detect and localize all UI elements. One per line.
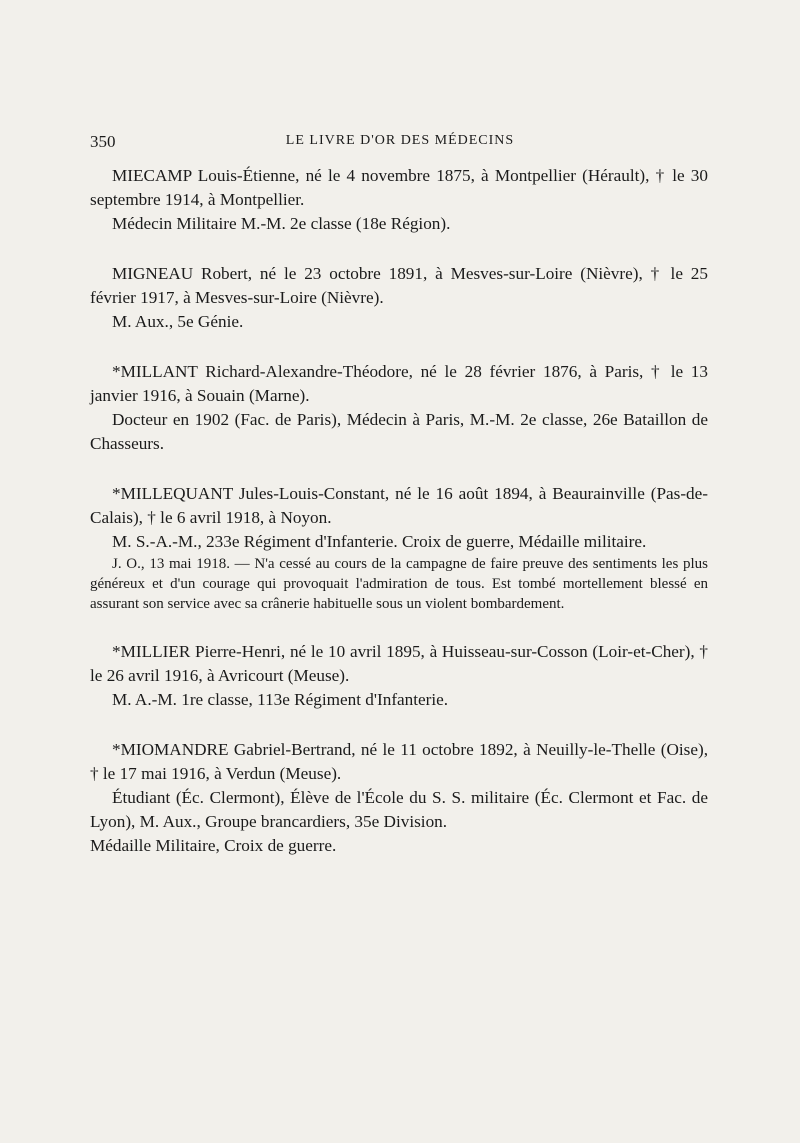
- entry-lead: MIECAMP Louis-Étienne, né le 4 novembre 1875, à Montpellier (Hérault), † le 30 septembre 1914, à Montpellier.: [90, 166, 708, 209]
- entry-miecamp: [90, 164, 708, 236]
- entry-millequant: [90, 482, 708, 614]
- entry-service: M. Aux., 5e Génie.: [112, 312, 244, 331]
- entry-lead: *MILLIER Pierre-Henri, né le 10 avril 1895, à Huisseau-sur-Cosson (Loir-et-Cher), † le 26 avril 1916, à Avricourt (Meuse).: [90, 642, 708, 685]
- entry-decorations: Médaille Militaire, Croix de guerre.: [90, 836, 337, 855]
- entry-lead: *MILLANT Richard-Alexandre-Théodore, né le 28 février 1876, à Paris, † le 13 janvier 1916, à Souain (Marne).: [90, 362, 708, 405]
- entry-service: Médecin Militaire M.-M. 2e classe (18e Région).: [112, 214, 451, 233]
- entry-service: M. S.-A.-M., 233e Régiment d'Infanterie. Croix de guerre, Médaille militaire.: [112, 532, 647, 551]
- entry-citation: J. O., 13 mai 1918. — N'a cessé au cours de la campagne de faire preuve des sentiments les plus généreux et d'un courage qui provoquait l'admiration de tous. Est tombé mortellement blessé en assurant son service avec sa crânerie habituelle sous un violent bombardement.: [90, 556, 708, 612]
- page-header: [90, 132, 710, 154]
- entry-millant: [90, 360, 708, 456]
- entry-service: Étudiant (Éc. Clermont), Élève de l'École du S. S. militaire (Éc. Clermont et Fac. de Lyon), M. Aux., Groupe brancardiers, 35e Division.: [90, 788, 708, 831]
- page-number: 350: [90, 132, 116, 151]
- entry-service: Docteur en 1902 (Fac. de Paris), Médecin à Paris, M.-M. 2e classe, 26e Bataillon de Chasseurs.: [90, 410, 708, 453]
- running-title: LE LIVRE D'OR DES MÉDECINS: [285, 133, 515, 148]
- entry-miomandre: [90, 738, 708, 858]
- entry-lead: MIGNEAU Robert, né le 23 octobre 1891, à Mesves-sur-Loire (Nièvre), † le 25 février 1917, à Mesves-sur-Loire (Nièvre).: [90, 264, 708, 307]
- entry-migneau: [90, 262, 708, 334]
- entry-lead: *MIOMANDRE Gabriel-Bertrand, né le 11 octobre 1892, à Neuilly-le-Thelle (Oise), † le 17 mai 1916, à Verdun (Meuse).: [90, 740, 708, 783]
- obituary-list: [90, 164, 708, 884]
- entry-millier: [90, 640, 708, 712]
- entry-service: M. A.-M. 1re classe, 113e Régiment d'Infanterie.: [112, 690, 449, 709]
- entry-lead: *MILLEQUANT Jules-Louis-Constant, né le 16 août 1894, à Beaurainville (Pas-de-Calais), † le 6 avril 1918, à Noyon.: [90, 484, 708, 527]
